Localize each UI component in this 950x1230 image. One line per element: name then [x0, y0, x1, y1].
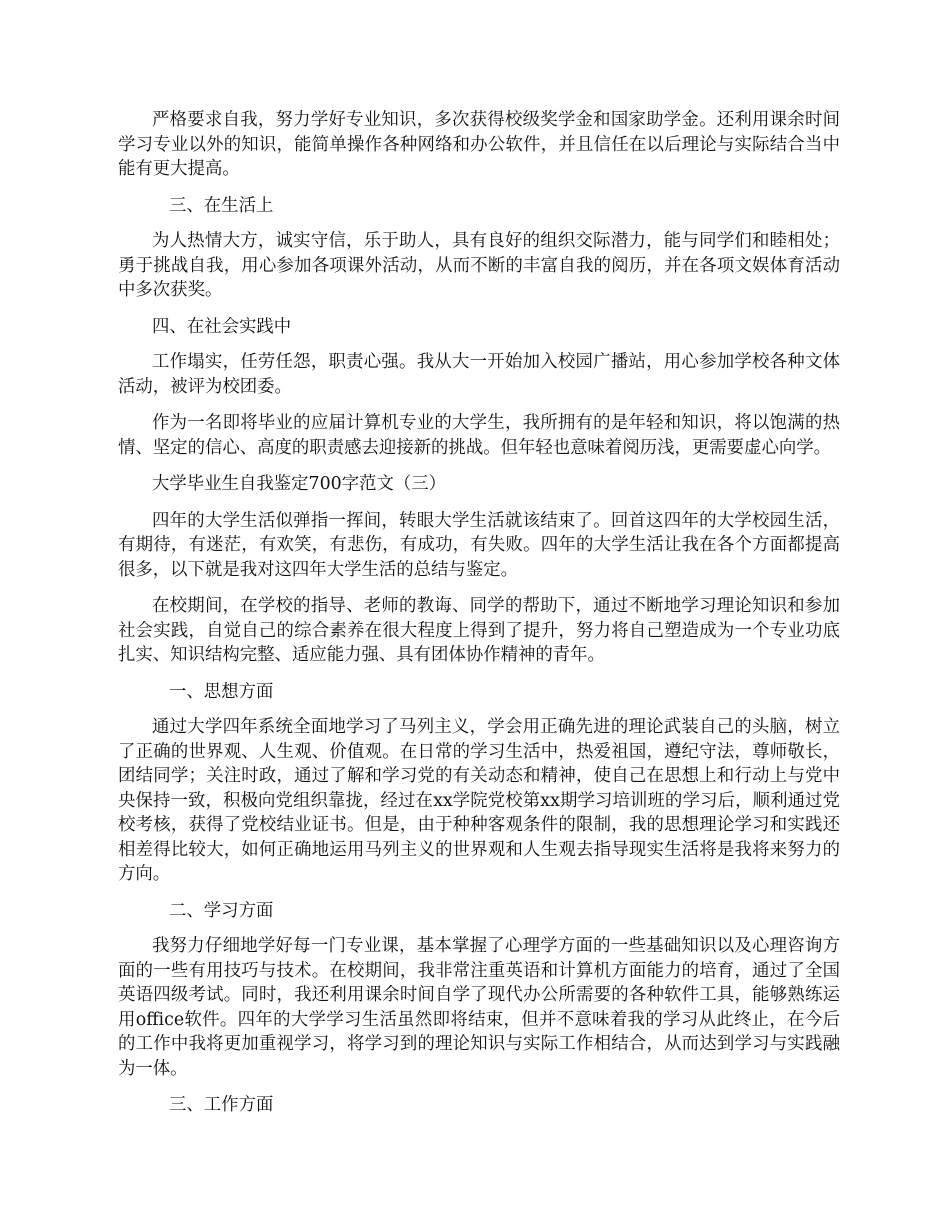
paragraph: 严格要求自我，努力学好专业知识，多次获得校级奖学金和国家助学金。还利用课余时间学习专业以外的知识，能简单操作各种网络和办公软件，并且信任在以后理论与实际结合当中能有更大提高。 [118, 110, 840, 179]
paragraph: 为人热情大方，诚实守信，乐于助人，具有良好的组织交际潜力，能与同学们和睦相处；勇于挑战自我，用心参加各项课外活动，从而不断的丰富自我的阅历，并在各项文娱体育活动中多次获奖。 [118, 231, 840, 300]
essay-title: 大学毕业生自我鉴定700字范文（三） [152, 474, 447, 494]
paragraph: 通过大学四年系统全面地学习了马列主义，学会用正确先进的理论武装自己的头脑，树立了正确的世界观、人生观、价值观。在日常的学习生活中，热爱祖国，遵纪守法，尊师敬长，团结同学；关注时政，通过了解和学习党的有关动态和精神，使自己在思想上和行动上与党中央保持一致，积极向党组织靠拢，经过在xx学院党校第xx期学习培训班的学习后，顺利通过党校考核，获得了党校结业证书。但是，由于种种客观条件的限制，我的思想理论学习和实践还相差得比较大，如何正确地运用马列主义的世界观和人生观去指导现实生活将是我将来努力的方向。 [118, 717, 840, 884]
paragraph: 我努力仔细地学好每一门专业课，基本掌握了心理学方面的一些基础知识以及心理咨询方面的一些有用技巧与技术。在校期间，我非常注重英语和计算机方面能力的培育，通过了全国英语四级考试。同时，我还利用课余时间自学了现代办公所需要的各种软件工具，能够熟练运用office软件。四年的大学学习生活虽然即将结束，但并不意味着我的学习从此终止，在今后的工作中我将更加重视学习，将学习到的理论知识与实际工作相结合，从而达到学习与实践融为一体。 [118, 936, 840, 1079]
paragraph: 工作塌实，任劳任怨，职责心强。我从大一开始加入校园广播站，用心参加学校各种文体活动，被评为校团委。 [118, 352, 840, 397]
paragraph: 四年的大学生活似弹指一挥间，转眼大学生活就该结束了。回首这四年的大学校园生活，有期待，有迷茫，有欢笑，有悲伤，有成功，有失败。四年的大学生活让我在各个方面都提高很多，以下就是我对这四年大学生活的总结与鉴定。 [118, 510, 840, 580]
paragraph: 在校期间，在学校的指导、老师的教诲、同学的帮助下，通过不断地学习理论知识和参加社会实践，自觉自己的综合素养在很大程度上得到了提升，努力将自己塑造成为一个专业功底扎实、知识结构完整、适应能力强、具有团体协作精神的青年。 [118, 596, 840, 665]
paragraph: 作为一名即将毕业的应届计算机专业的大学生，我所拥有的是年轻和知识，将以饱满的热情、坚定的信心、高度的职责感去迎接新的挑战。但年轻也意味着阅历浅，更需要虚心向学。 [118, 413, 840, 458]
section-heading: 二、学习方面 [169, 900, 274, 921]
section-heading: 一、思想方面 [169, 681, 274, 702]
section-heading: 四、在社会实践中 [152, 316, 292, 337]
document-body [118, 108, 840, 1129]
section-heading: 三、工作方面 [169, 1095, 274, 1115]
section-heading: 三、在生活上 [169, 195, 274, 216]
